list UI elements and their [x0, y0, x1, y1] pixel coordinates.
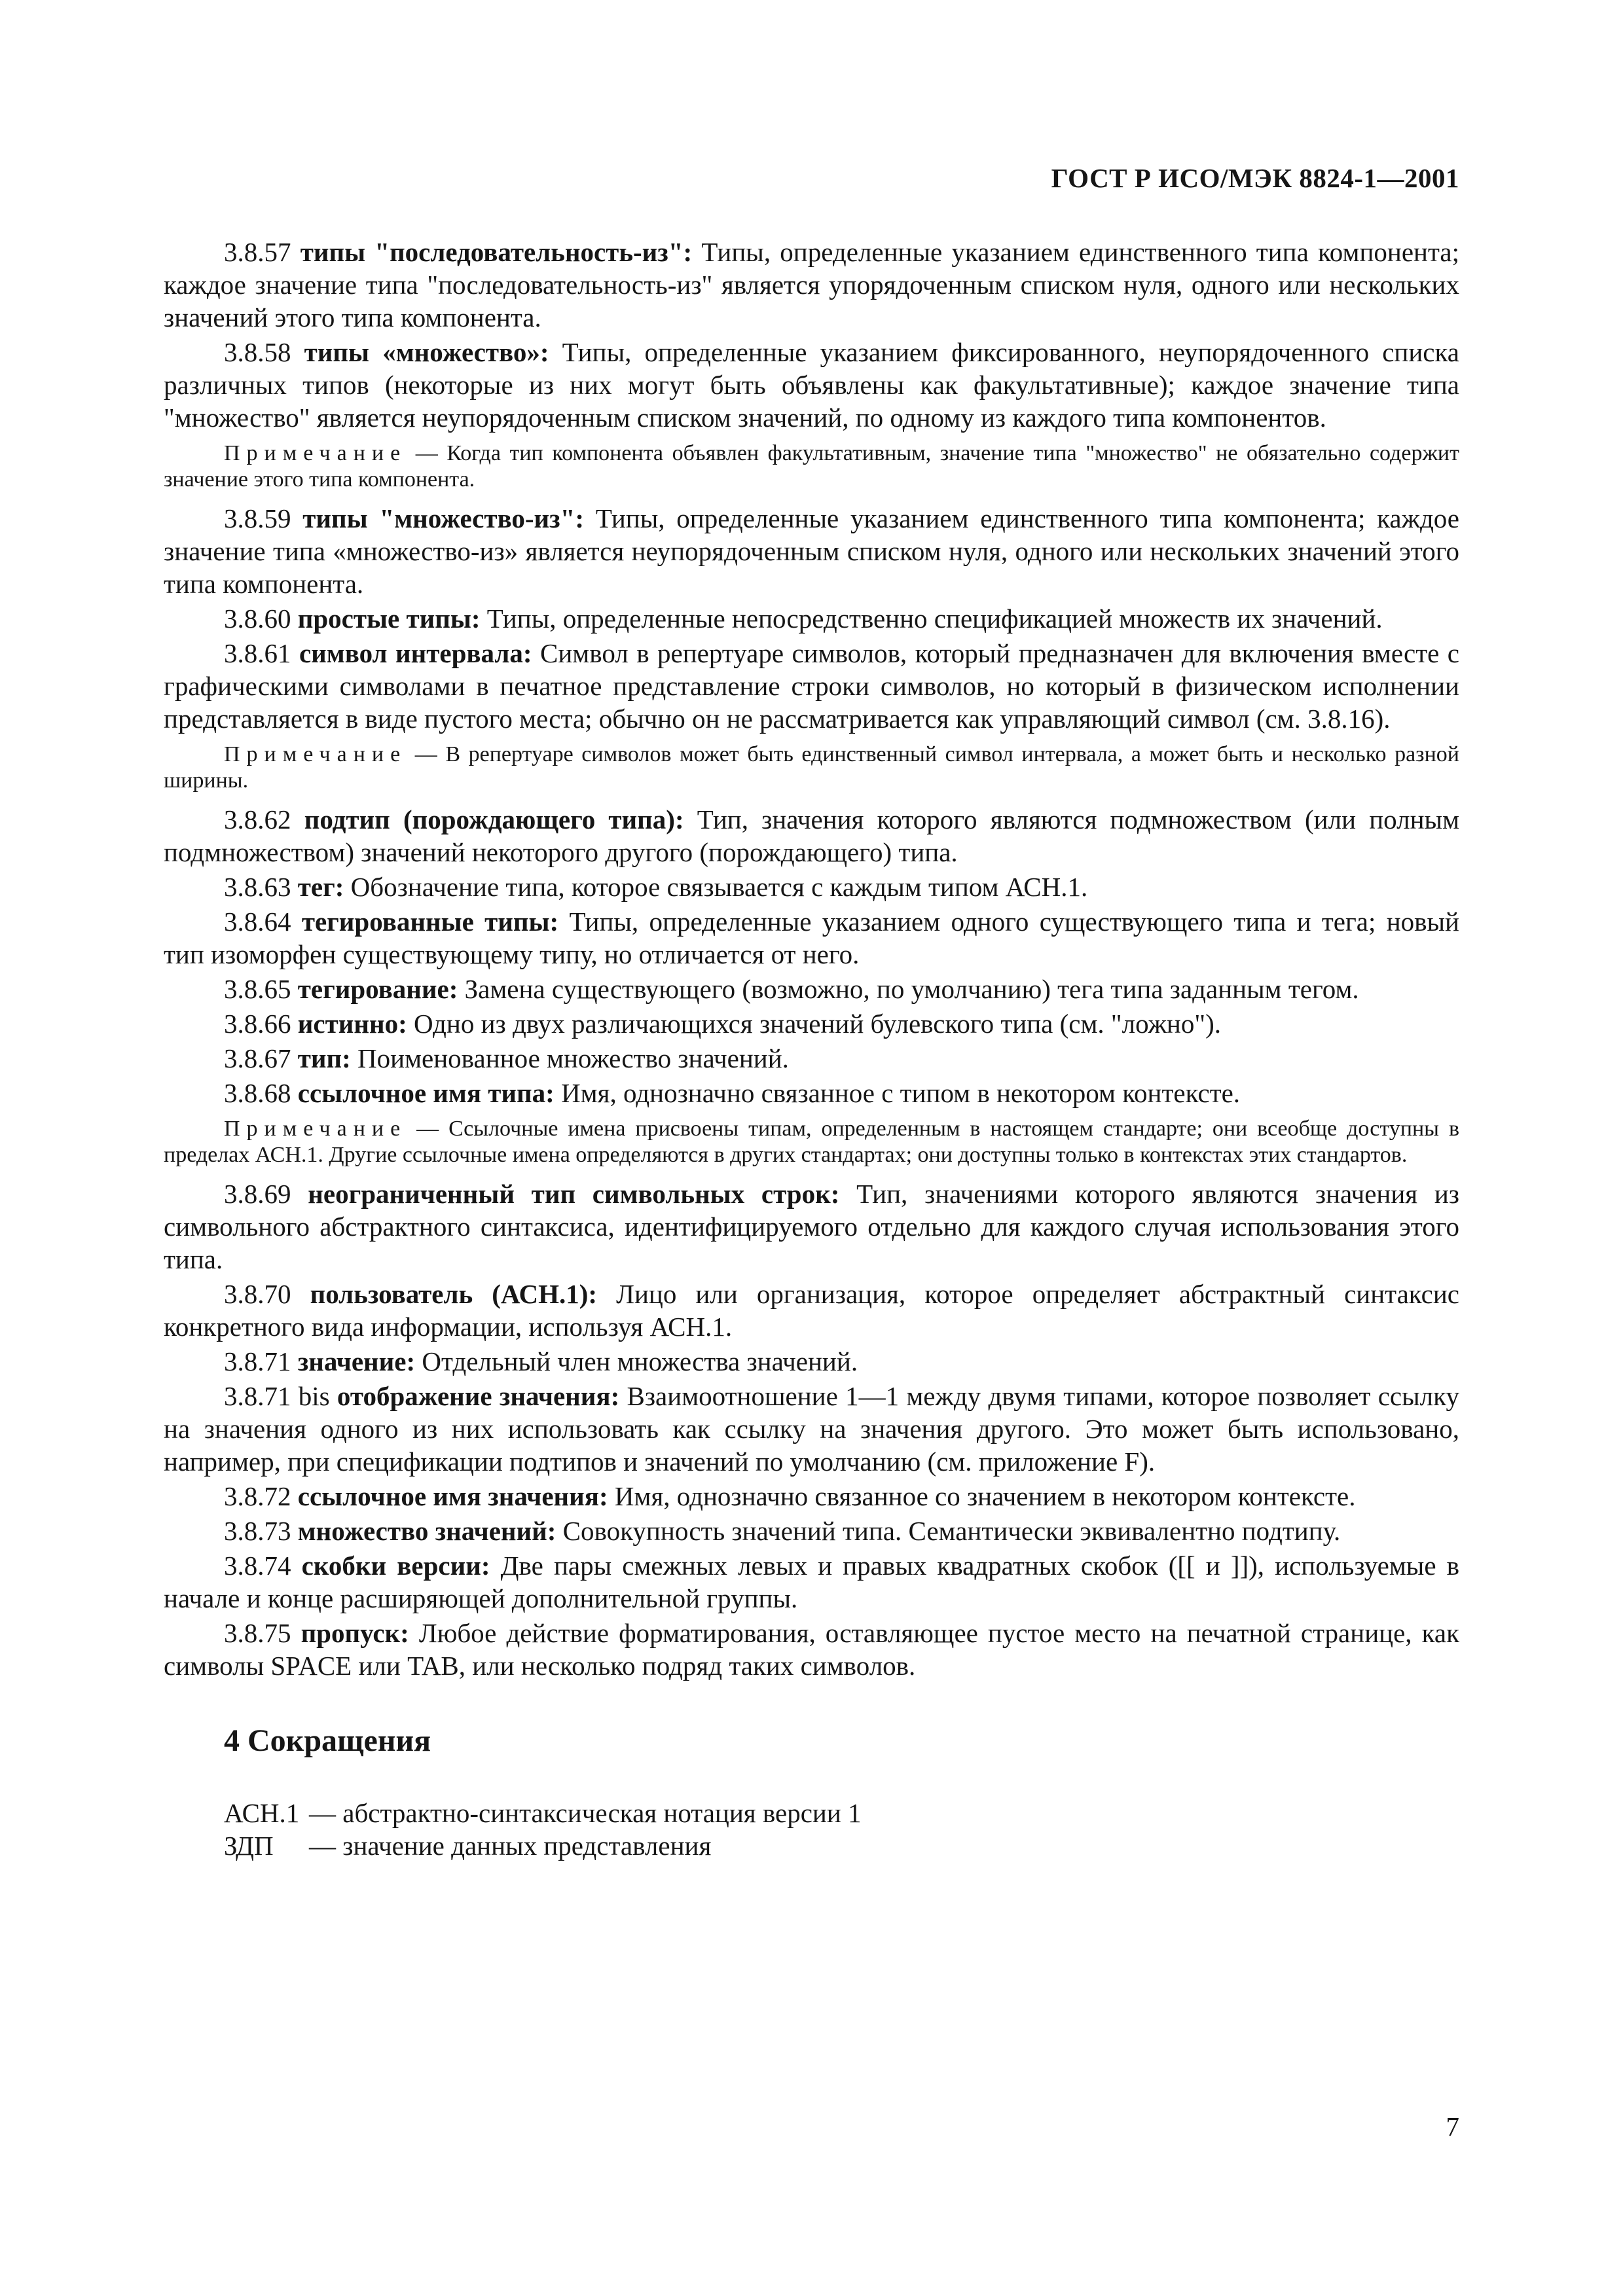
- item-text: Тип, значениями которого являются значения из символьного абстрактного синтаксиса, идентифицируемого отдельно для каждого случая использования этого типа.: [164, 1179, 1460, 1274]
- definition-3-8-59: [164, 502, 1459, 600]
- item-text: Типы, определенные указанием единственного типа компонента; каждое значение типа "последовательность-из" является упорядоченным списком нуля, одного или нескольких значений этого типа компонента.: [164, 237, 1459, 332]
- item-term: пользователь (АСН.1):: [310, 1279, 598, 1309]
- definition-3-8-63: [164, 870, 1459, 903]
- note-text: — Когда тип компонента объявлен факультативным, значение типа "множество" не обязательно содержит значение этого типа компонента.: [164, 441, 1459, 492]
- abbreviation-row: [224, 1829, 1459, 1862]
- definition-3-8-73: [164, 1515, 1459, 1547]
- item-term: типы "множество-из":: [302, 503, 585, 533]
- item-term: пропуск:: [301, 1618, 409, 1648]
- definition-3-8-72: [164, 1480, 1459, 1513]
- item-term: простые типы:: [297, 603, 481, 634]
- item-number: 3.8.65: [224, 974, 291, 1004]
- item-text: Символ в репертуаре символов, который предназначен для включения вместе с графическими символами в печатное представление строки символов, но который в физическом исполнении представляется в виде пустого места; обычно он не рассматривается как управляющий символ (см. 3.8.16).: [164, 638, 1460, 734]
- item-number: 3.8.71 bis: [224, 1381, 330, 1411]
- definition-3-8-68: [164, 1077, 1459, 1109]
- item-number: 3.8.67: [224, 1043, 291, 1073]
- item-number: 3.8.57: [224, 237, 291, 267]
- item-text: Одно из двух различающихся значений булевского типа (см. "ложно").: [407, 1009, 1222, 1039]
- item-text: Любое действие форматирования, оставляющее пустое место на печатной странице, как символы SPACE или TAB, или несколько подряд таких символов.: [164, 1618, 1459, 1681]
- definition-3-8-62: [164, 803, 1459, 869]
- note-text: — Ссылочные имена присвоены типам, определенным в настоящем стандарте; они всеобще доступны в пределах АСН.1. Другие ссылочные имена определяются в других стандартах; они доступны только в контекстах этих стандартов.: [164, 1117, 1459, 1167]
- item-term: ссылочное имя типа:: [297, 1078, 555, 1108]
- definition-3-8-66: [164, 1007, 1459, 1040]
- note-2: [164, 742, 1459, 794]
- item-text: Тип, значения которого являются подмножеством (или полным подмножеством) значений некоторого другого (порождающего) типа.: [164, 804, 1460, 867]
- item-term: символ интервала:: [299, 638, 532, 668]
- item-text: Имя, однозначно связанное с типом в некотором контексте.: [554, 1078, 1241, 1108]
- item-text: Типы, определенные непосредственно спецификацией множеств их значений.: [480, 603, 1383, 634]
- item-number: 3.8.69: [224, 1179, 291, 1209]
- item-text: Обозначение типа, которое связывается с каждым типом АСН.1.: [344, 872, 1088, 902]
- item-number: 3.8.74: [224, 1551, 291, 1581]
- abbreviation-definition: — абстрактно-синтаксическая нотация версии 1: [309, 1798, 862, 1828]
- definition-3-8-74: [164, 1549, 1459, 1615]
- item-text: Типы, определенные указанием единственного типа компонента; каждое значение типа «множество-из» является неупорядоченным списком нуля, одного или нескольких значений этого типа компонента.: [164, 503, 1460, 599]
- item-term: тег:: [297, 872, 344, 902]
- definition-3-8-67: [164, 1042, 1459, 1075]
- definition-3-8-75: [164, 1617, 1459, 1682]
- item-number: 3.8.64: [224, 906, 291, 937]
- definition-3-8-70: [164, 1278, 1459, 1343]
- note-label: Примечание: [224, 742, 407, 766]
- item-term: неограниченный тип символьных строк:: [308, 1179, 840, 1209]
- definition-3-8-71: [164, 1345, 1459, 1378]
- item-number: 3.8.63: [224, 872, 291, 902]
- note-label: Примечание: [224, 1117, 407, 1141]
- item-text: Взаимоотношение 1—1 между двумя типами, которое позволяет ссылку на значения одного из них использовать как ссылку на значения другого. Это может быть использовано, например, при спецификации подтипов и значений по умолчанию (см. приложение F).: [164, 1381, 1459, 1477]
- item-number: 3.8.58: [224, 337, 291, 367]
- item-text: Имя, однозначно связанное со значением в некотором контексте.: [608, 1481, 1356, 1511]
- item-number: 3.8.71: [224, 1346, 291, 1376]
- item-number: 3.8.73: [224, 1516, 291, 1546]
- item-text: Две пары смежных левых и правых квадратных скобок ([[ и ]]), используемые в начале и конце расширяющей дополнительной группы.: [164, 1551, 1460, 1613]
- section-title: 4 Сокращения: [224, 1723, 431, 1758]
- abbreviation-term: АСН.1: [224, 1798, 300, 1828]
- abbreviation-row: [224, 1797, 1459, 1829]
- document-body: [164, 236, 1459, 1862]
- note-1: [164, 440, 1459, 493]
- definition-3-8-57: [164, 236, 1459, 334]
- item-number: 3.8.62: [224, 804, 291, 834]
- item-number: 3.8.60: [224, 603, 291, 634]
- item-term: подтип (порождающего типа):: [304, 804, 684, 834]
- page-number: 7: [1446, 2111, 1459, 2142]
- item-term: типы «множество»:: [304, 337, 549, 367]
- item-text: Поименованное множество значений.: [350, 1043, 789, 1073]
- item-term: ссылочное имя значения:: [297, 1481, 608, 1511]
- note-label: Примечание: [224, 441, 407, 465]
- definition-3-8-60: [164, 602, 1459, 635]
- item-number: 3.8.66: [224, 1009, 291, 1039]
- item-text: Совокупность значений типа. Семантически эквивалентно подтипу.: [556, 1516, 1341, 1546]
- item-text: Лицо или организация, которое определяет абстрактный синтаксис конкретного вида информации, используя АСН.1.: [164, 1279, 1459, 1342]
- item-term: скобки версии:: [301, 1551, 490, 1581]
- item-number: 3.8.70: [224, 1279, 291, 1309]
- note-text: — В репертуаре символов может быть единственный символ интервала, а может быть и несколько разной ширины.: [164, 742, 1459, 793]
- item-term: тип:: [297, 1043, 351, 1073]
- item-number: 3.8.59: [224, 503, 291, 533]
- item-term: тегированные типы:: [301, 906, 559, 937]
- item-term: отображение значения:: [337, 1381, 620, 1411]
- item-text: Отдельный член множества значений.: [415, 1346, 858, 1376]
- item-number: 3.8.68: [224, 1078, 291, 1108]
- item-text: Типы, определенные указанием одного существующего типа и тега; новый тип изоморфен существующему типу, но отличается от него.: [164, 906, 1459, 969]
- definition-3-8-69: [164, 1177, 1459, 1276]
- definition-3-8-64: [164, 905, 1459, 971]
- abbreviation-term: ЗДП: [224, 1831, 274, 1861]
- definition-3-8-61: [164, 637, 1459, 735]
- item-number: 3.8.75: [224, 1618, 291, 1648]
- item-term: множество значений:: [297, 1516, 556, 1546]
- item-number: 3.8.61: [224, 638, 291, 668]
- abbreviation-definition: — значение данных представления: [309, 1831, 712, 1861]
- definition-3-8-58: [164, 336, 1459, 434]
- item-text: Типы, определенные указанием фиксированного, неупорядоченного списка различных типов (некоторые из них могут быть объявлены как факультативные); каждое значение типа "множество" является неупорядоченным списком значений, по одному из каждого типа компонентов.: [164, 337, 1459, 433]
- item-term: типы "последовательность-из":: [300, 237, 693, 267]
- item-term: истинно:: [297, 1009, 407, 1039]
- definition-3-8-65: [164, 973, 1459, 1005]
- item-text: Замена существующего (возможно, по умолчанию) тега типа заданным тегом.: [458, 974, 1359, 1004]
- item-number: 3.8.72: [224, 1481, 291, 1511]
- definition-3-8-71-bis: [164, 1380, 1459, 1478]
- note-3: [164, 1116, 1459, 1168]
- document-header: ГОСТ Р ИСО/МЭК 8824-1—2001: [1051, 163, 1459, 193]
- item-term: тегирование:: [297, 974, 458, 1004]
- item-term: значение:: [297, 1346, 416, 1376]
